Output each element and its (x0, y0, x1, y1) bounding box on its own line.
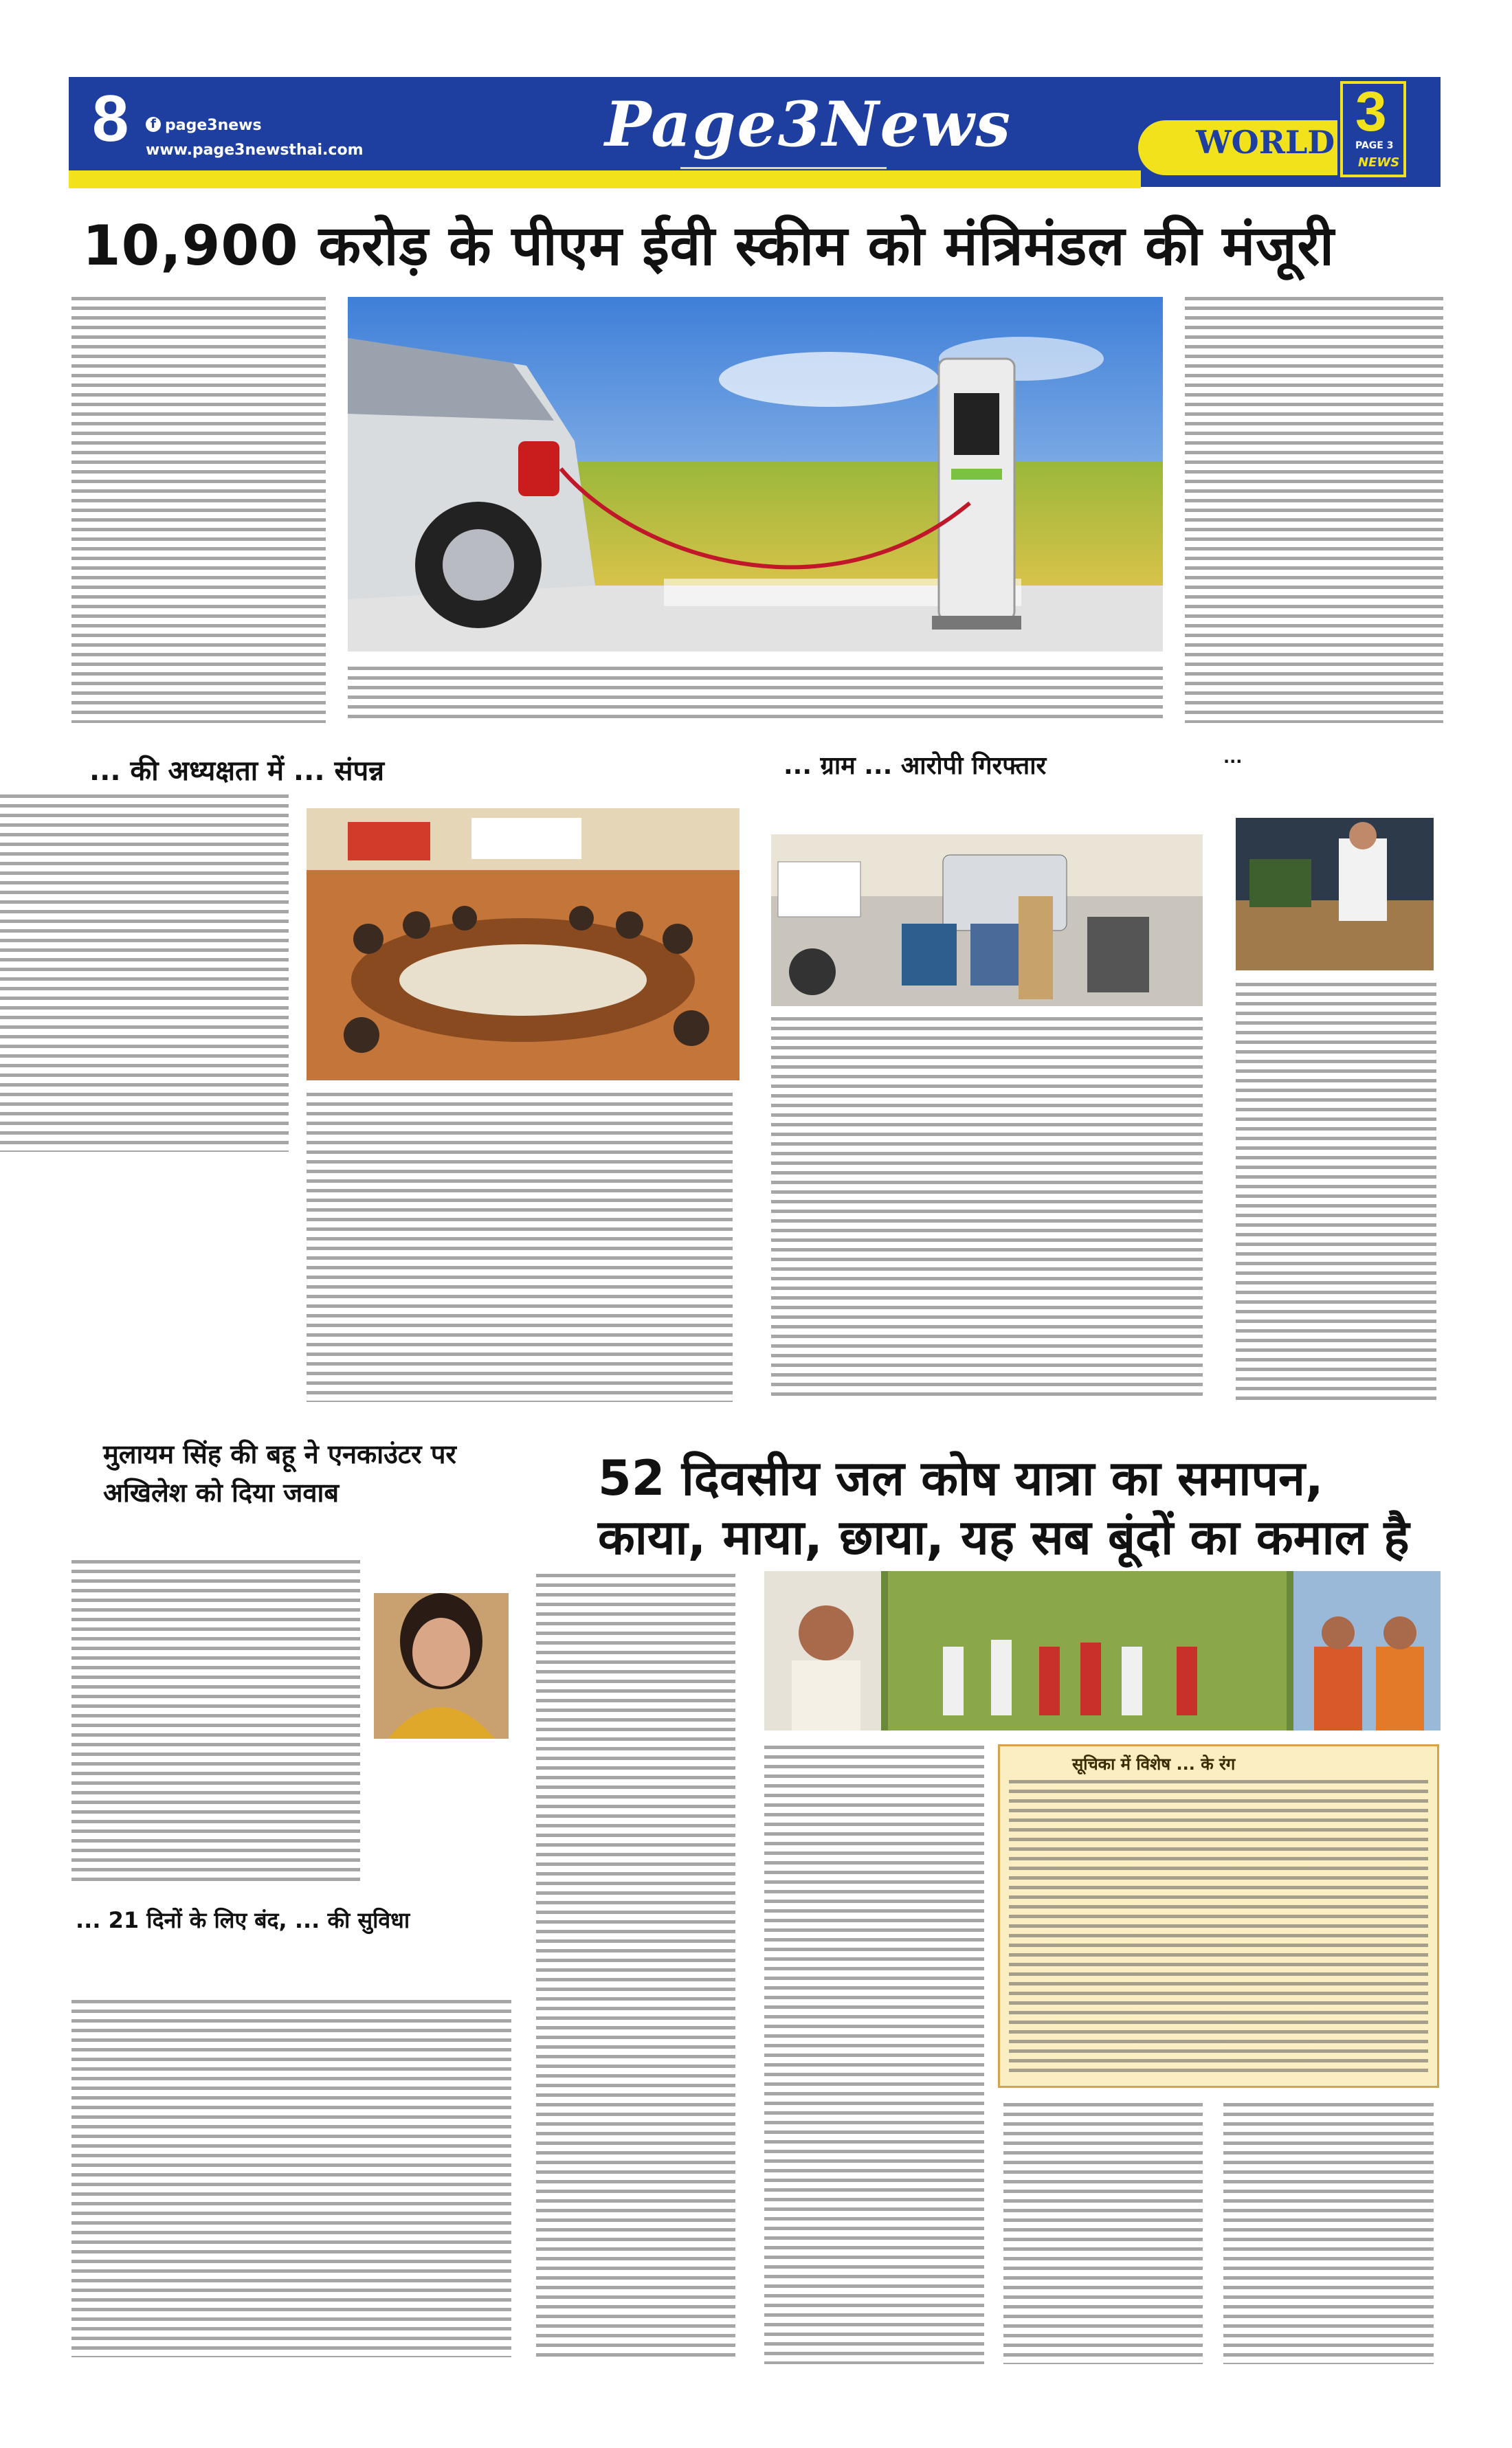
sidebar-article-body (1236, 983, 1436, 1402)
brand-badge (1340, 81, 1406, 177)
arrest-article-body (771, 1017, 1203, 1402)
meeting-headline: ... की अध्यक्षता में ... संपन्न (89, 755, 385, 787)
jal-yatra-headline (598, 1449, 1423, 1567)
jal-article-right-b (1223, 2103, 1434, 2364)
meeting-photo (307, 808, 740, 1080)
page-number: 8 (92, 82, 129, 155)
article-left-column (71, 297, 326, 723)
logo-underline (680, 167, 887, 169)
jal-article-right-a (1003, 2103, 1203, 2364)
portrait-photo (374, 1593, 509, 1739)
badge-word: NEWS (1358, 155, 1400, 170)
facebook-icon: f (146, 117, 161, 132)
badge-subtext: PAGE 3 (1355, 140, 1394, 151)
closure-headline-line (76, 1904, 515, 1937)
closure-headline: ... 21 दिनों के लिए बंद, ... की सुविधा (76, 1907, 410, 1933)
sidebar-headline: ... (1223, 748, 1243, 767)
meeting-article-body (307, 1093, 733, 1402)
closure-article-body (71, 2000, 511, 2357)
arrest-photo (771, 834, 1203, 1006)
arrest-headline: ... ग्राम ... आरोपी गिरफ्तार (783, 752, 1047, 780)
encounter-headline: मुलायम सिंह की बहू ने एनकाउंटर पर अखिलेश को दिया जवाब (103, 1439, 456, 1508)
meeting-article-left (0, 794, 289, 1152)
ev-charging-photo (348, 297, 1163, 652)
site-url[interactable]: www.page3newsthai.com (146, 142, 364, 159)
date-strip (69, 170, 1141, 188)
notice-box-text (1009, 1780, 1428, 2076)
jal-yatra-photo-strip (764, 1571, 1441, 1731)
newspaper-logo: Page3News (605, 88, 1012, 161)
jal-article-mid (764, 1746, 984, 2364)
section-label: WORLD (1196, 124, 1335, 161)
main-headline: 10,900 करोड़ के पीएम ईवी स्कीम को मंत्रिमंडल की मंजूरी (82, 214, 1335, 278)
sidebar-photo (1236, 818, 1434, 970)
encounter-headline-line (103, 1435, 515, 1512)
jal-article-left (536, 1574, 735, 2357)
jal-yatra-title: 52 दिवसीय जल कोष यात्रा का समापन, काया, माया, छाया, यह सब बूंदों का कमाल है (598, 1450, 1410, 1566)
notice-box-title: सूचिका में विशेष ... के रंग (1072, 1755, 1236, 1774)
article-right-column (1185, 297, 1443, 723)
social-handle: page3news (165, 117, 262, 134)
badge-number: 3 (1355, 80, 1387, 143)
encounter-article-body (71, 1560, 360, 1883)
ev-article-body (348, 667, 1163, 722)
